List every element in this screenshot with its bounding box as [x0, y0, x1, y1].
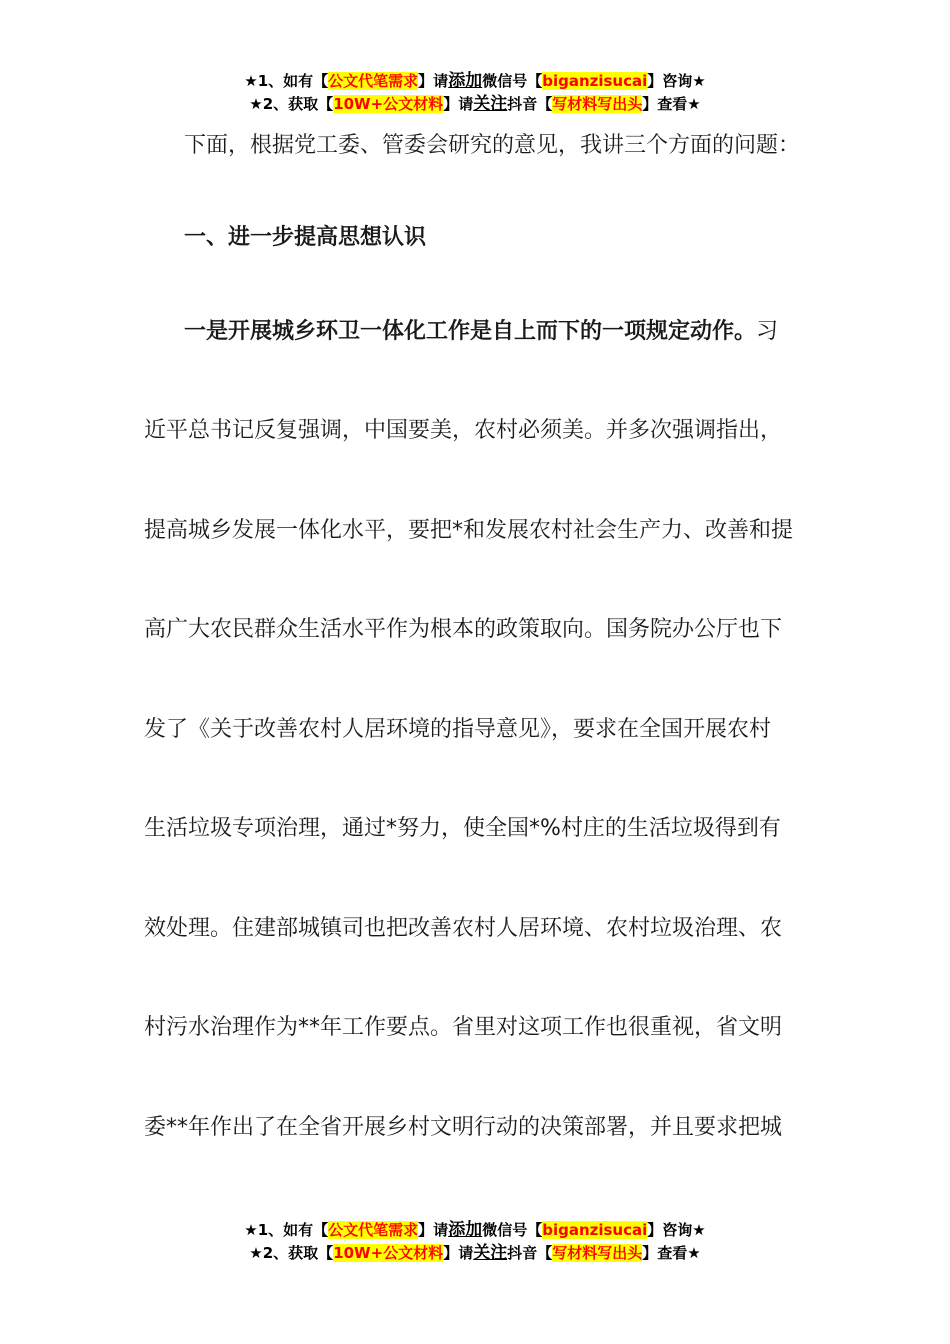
point-lead-bold: 一是开展城乡环卫一体化工作是自上而下的一项规定动作。 [184, 319, 757, 344]
point-first-line [184, 314, 806, 345]
materials-highlight: 10W+公文材料 [333, 95, 444, 113]
banner-text: 】咨询★ [647, 1221, 706, 1239]
banner-text: 】请 [443, 1244, 474, 1262]
banner-text: ★1、如有【 [244, 72, 329, 90]
intro-paragraph: 下面，根据党工委、管委会研究的意见，我讲三个方面的问题： [184, 133, 801, 158]
banner-text: ★2、获取【 [249, 95, 334, 113]
banner-text: 】查看★ [642, 95, 701, 113]
paragraph-line: 村污水治理作为**年工作要点。省里对这项工作也很重视，省文明 [144, 1015, 783, 1040]
banner-text: ★1、如有【 [244, 1221, 329, 1239]
footer-banner [0, 1219, 950, 1265]
banner-text: 抖音【 [507, 95, 553, 113]
banner-text: 】请 [418, 1221, 449, 1239]
paragraph-line: 提高城乡发展一体化水平，要把*和发展农村社会生产力、改善和提 [144, 518, 794, 543]
footer-banner-line-1 [0, 1219, 950, 1242]
banner-emphasis: 关注 [473, 1243, 508, 1263]
douyin-id-highlight: 写材料写出头 [552, 95, 643, 113]
paragraph-line: 效处理。住建部城镇司也把改善农村人居环境、农村垃圾治理、农 [144, 916, 783, 941]
banner-emphasis: 关注 [473, 94, 508, 114]
paragraph-line: 发了《关于改善农村人居环境的指导意见》，要求在全国开展农村 [144, 717, 772, 742]
banner-text: 微信号【 [482, 72, 543, 90]
point-lead-rest: 习 [756, 319, 779, 344]
banner-emphasis: 添加 [448, 71, 483, 91]
paragraph-line: 近平总书记反复强调，中国要美，农村必须美。并多次强调指出， [144, 418, 783, 443]
footer-banner-line-2 [0, 1242, 950, 1265]
wechat-id-highlight: biganzisucai [542, 72, 648, 90]
materials-highlight: 10W+公文材料 [333, 1244, 444, 1262]
banner-text: 抖音【 [507, 1244, 553, 1262]
header-banner-line-1 [0, 70, 950, 93]
header-banner [0, 70, 950, 116]
paragraph-line: 委**年作出了在全省开展乡村文明行动的决策部署，并且要求把城 [144, 1115, 783, 1140]
service-highlight: 公文代笔需求 [328, 1221, 419, 1239]
banner-text: 微信号【 [482, 1221, 543, 1239]
header-banner-line-2 [0, 93, 950, 116]
douyin-id-highlight: 写材料写出头 [552, 1244, 643, 1262]
paragraph-line: 高广大农民群众生活水平作为根本的政策取向。国务院办公厅也下 [144, 617, 783, 642]
banner-emphasis: 添加 [448, 1220, 483, 1240]
section-heading: 一、进一步提高思想认识 [184, 225, 427, 250]
paragraph-line: 生活垃圾专项治理，通过*努力，使全国*%村庄的生活垃圾得到有 [144, 816, 781, 841]
banner-text: 】请 [418, 72, 449, 90]
banner-text: 】查看★ [642, 1244, 701, 1262]
banner-text: 】请 [443, 95, 474, 113]
wechat-id-highlight: biganzisucai [542, 1221, 648, 1239]
banner-text: 】咨询★ [647, 72, 706, 90]
service-highlight: 公文代笔需求 [328, 72, 419, 90]
banner-text: ★2、获取【 [249, 1244, 334, 1262]
